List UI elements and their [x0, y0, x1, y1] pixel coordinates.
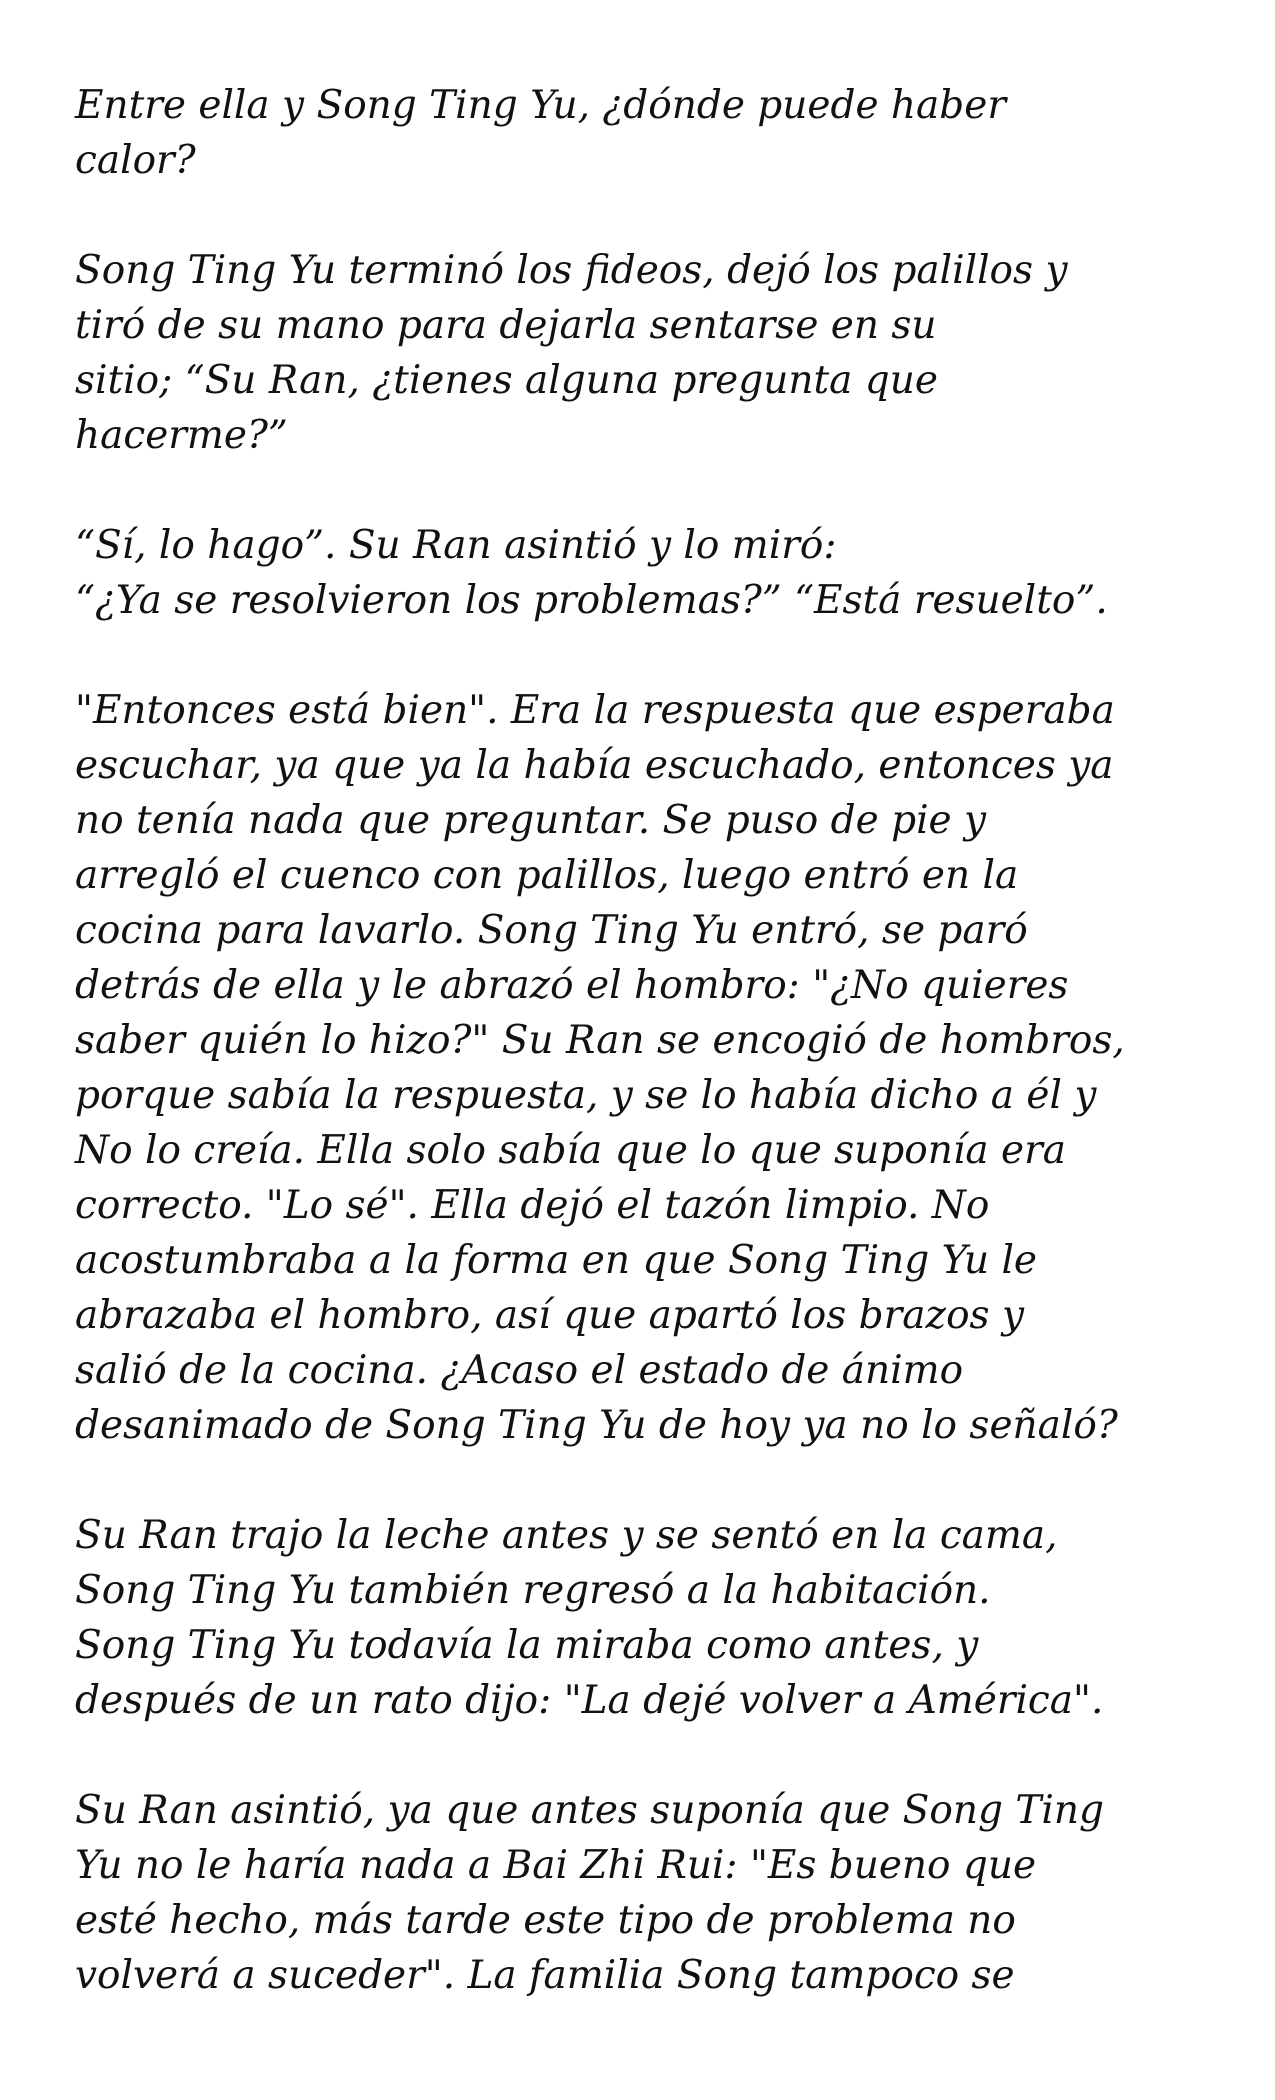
- text-line: arregló el cuenco con palillos, luego entró en la: [75, 853, 1019, 898]
- text-line: Yu no le haría nada a Bai Zhi Rui: "Es bueno que: [75, 1843, 1037, 1888]
- text-line: detrás de ella y le abrazó el hombro: "¿No quieres: [75, 963, 1069, 1008]
- text-line: abrazaba el hombro, así que apartó los brazos y: [75, 1293, 1024, 1338]
- text-line: “¿Ya se resolvieron los problemas?” “Está resuelto”.: [75, 578, 1108, 623]
- text-line: Su Ran trajo la leche antes y se sentó en la cama,: [75, 1513, 1058, 1558]
- text-line: salió de la cocina. ¿Acaso el estado de ánimo: [75, 1348, 964, 1393]
- text-line: después de un rato dijo: "La dejé volver a América".: [75, 1678, 1104, 1723]
- text-line: “Sí, lo hago”. Su Ran asintió y lo miró:: [75, 523, 837, 568]
- text-line: Song Ting Yu terminó los fideos, dejó los palillos y: [75, 248, 1068, 293]
- text-line: volverá a suceder". La familia Song tampoco se: [75, 1953, 1015, 1998]
- paragraph-4: [75, 683, 1215, 1453]
- text-line: tiró de su mano para dejarla sentarse en su: [75, 303, 937, 348]
- text-line: No lo creía. Ella solo sabía que lo que suponía era: [75, 1128, 1066, 1173]
- text-line: Su Ran asintió, ya que antes suponía que Song Ting: [75, 1788, 1104, 1833]
- document-page: [75, 78, 1215, 2003]
- paragraph-6: [75, 1783, 1215, 2003]
- text-line: escuchar, ya que ya la había escuchado, entonces ya: [75, 743, 1114, 788]
- text-line: saber quién lo hizo?" Su Ran se encogió de hombros,: [75, 1018, 1125, 1063]
- text-line: acostumbraba a la forma en que Song Ting Yu le: [75, 1238, 1038, 1283]
- text-line: esté hecho, más tarde este tipo de problema no: [75, 1898, 1016, 1943]
- text-line: Song Ting Yu también regresó a la habitación.: [75, 1568, 991, 1613]
- paragraph-3: [75, 518, 1215, 628]
- paragraph-1: [75, 78, 1215, 188]
- text-line: cocina para lavarlo. Song Ting Yu entró, se paró: [75, 908, 1028, 953]
- text-line: desanimado de Song Ting Yu de hoy ya no lo señaló?: [75, 1403, 1118, 1448]
- text-line: correcto. "Lo sé". Ella dejó el tazón limpio. No: [75, 1183, 990, 1228]
- text-line: "Entonces está bien". Era la respuesta que esperaba: [75, 688, 1115, 733]
- paragraph-2: [75, 243, 1215, 463]
- text-line: hacerme?”: [75, 413, 288, 458]
- paragraph-5: [75, 1508, 1215, 1728]
- text-line: no tenía nada que preguntar. Se puso de pie y: [75, 798, 987, 843]
- text-line: porque sabía la respuesta, y se lo había dicho a él y: [75, 1073, 1097, 1118]
- text-line: sitio; “Su Ran, ¿tienes alguna pregunta que: [75, 358, 938, 403]
- text-line: Entre ella y Song Ting Yu, ¿dónde puede haber: [75, 83, 1006, 128]
- text-line: calor?: [75, 138, 196, 183]
- text-line: Song Ting Yu todavía la miraba como antes, y: [75, 1623, 979, 1668]
